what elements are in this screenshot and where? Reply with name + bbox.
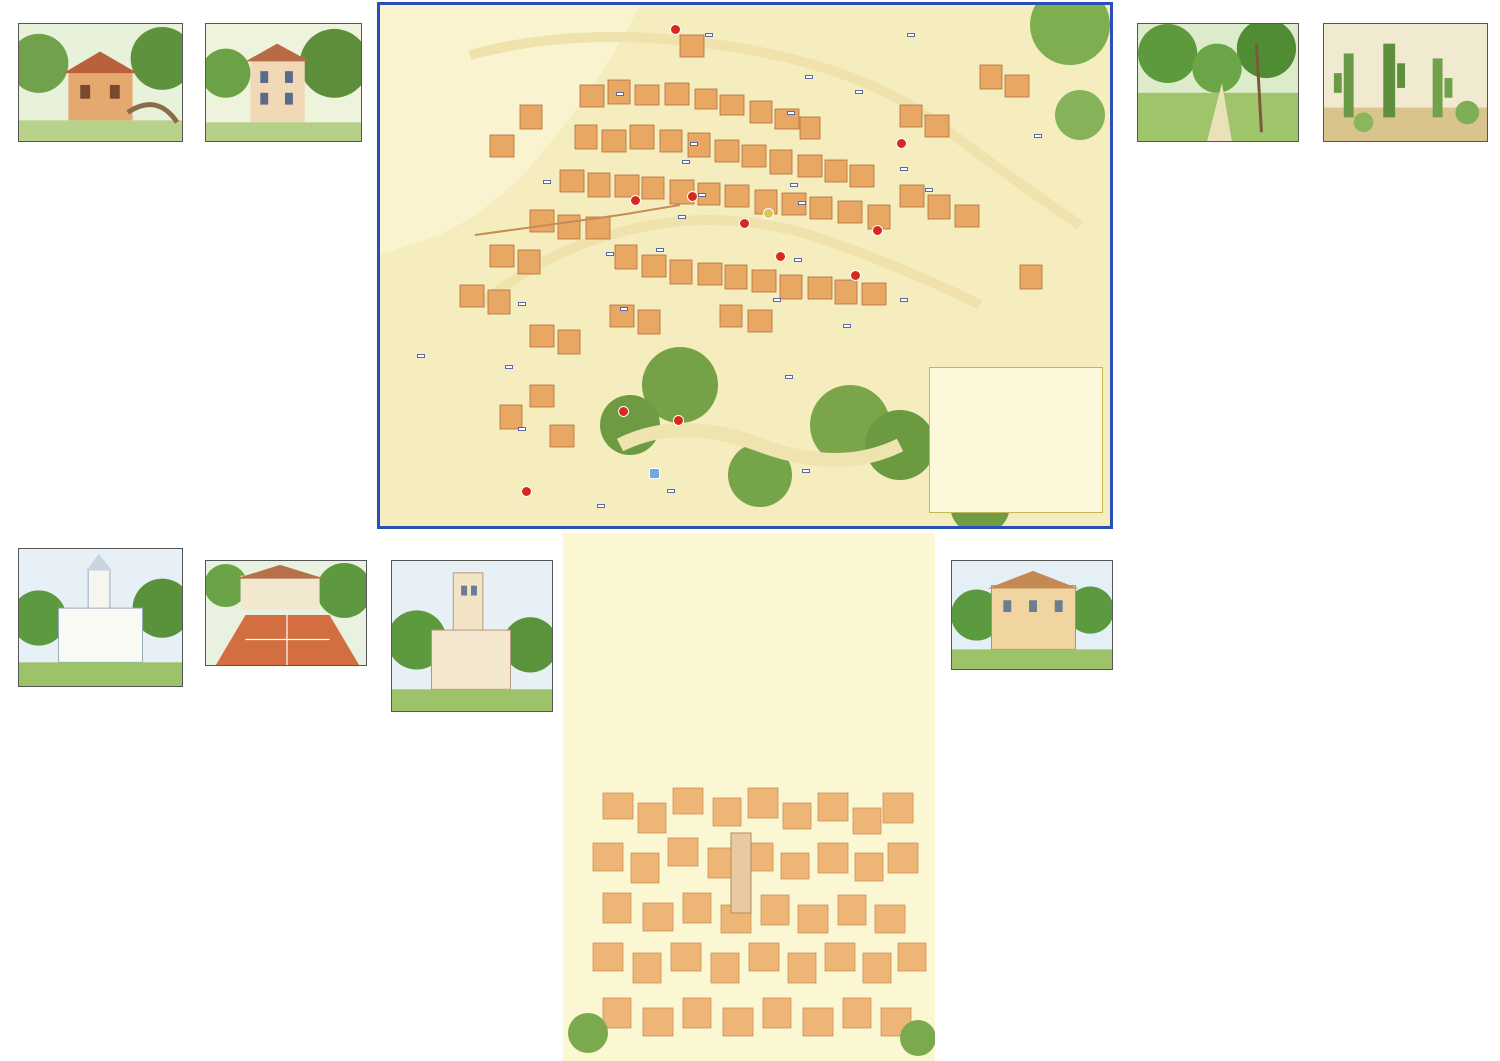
street-label (798, 201, 806, 205)
street-label (900, 298, 908, 302)
street-label (787, 111, 795, 115)
street-label (925, 188, 933, 192)
street-label (690, 142, 698, 146)
street-label (785, 375, 793, 379)
street-label (543, 180, 551, 184)
street-label (606, 252, 614, 256)
street-label (616, 92, 624, 96)
map-title (410, 31, 436, 104)
street-label (900, 167, 908, 171)
map-legend (929, 367, 1103, 513)
street-label (843, 324, 851, 328)
poi-pin-8[interactable] (618, 406, 629, 417)
street-label (518, 302, 526, 306)
street-label (790, 183, 798, 187)
poi-pin-10[interactable] (521, 486, 532, 497)
villa-margherita-illustration (951, 560, 1113, 670)
tennis-club-illustration (205, 560, 367, 666)
street-label (794, 258, 802, 262)
poi-pin-5[interactable] (850, 270, 861, 281)
street-label (855, 90, 863, 94)
parking-marker[interactable] (649, 468, 660, 479)
street-label (518, 427, 526, 431)
street-label (597, 504, 605, 508)
villa-etelinda-illustration (391, 560, 553, 712)
bordighera-alta-map[interactable] (377, 2, 1113, 529)
street-label (805, 75, 813, 79)
villa-garnier-illustration (18, 548, 183, 687)
bicknell-museum-illustration (18, 23, 183, 142)
street-label (802, 469, 810, 473)
poi-pin-4[interactable] (872, 225, 883, 236)
street-label (667, 489, 675, 493)
street-label (678, 215, 686, 219)
poi-pin-8[interactable] (673, 415, 684, 426)
post-office-marker[interactable] (763, 208, 774, 219)
street-label (907, 33, 915, 37)
street-label (682, 160, 690, 164)
poi-pin-1[interactable] (739, 218, 750, 229)
street-label (505, 365, 513, 369)
villa-mariani-illustration (205, 23, 362, 142)
street-label (773, 298, 781, 302)
street-label (705, 33, 713, 37)
poi-pin-2[interactable] (687, 191, 698, 202)
street-label (698, 193, 706, 197)
pallanca-garden-illustration (1323, 23, 1488, 142)
poi-pin-6[interactable] (630, 195, 641, 206)
street-label (417, 354, 425, 358)
poi-pin-9[interactable] (670, 24, 681, 35)
historic-center-illustration (563, 533, 935, 1061)
street-label (1034, 134, 1042, 138)
street-label (656, 248, 664, 252)
street-label (620, 307, 628, 311)
poi-pin-3[interactable] (775, 251, 786, 262)
historic-center-panel (563, 533, 935, 1061)
poi-pin-7[interactable] (896, 138, 907, 149)
beodo-illustration (1137, 23, 1299, 142)
